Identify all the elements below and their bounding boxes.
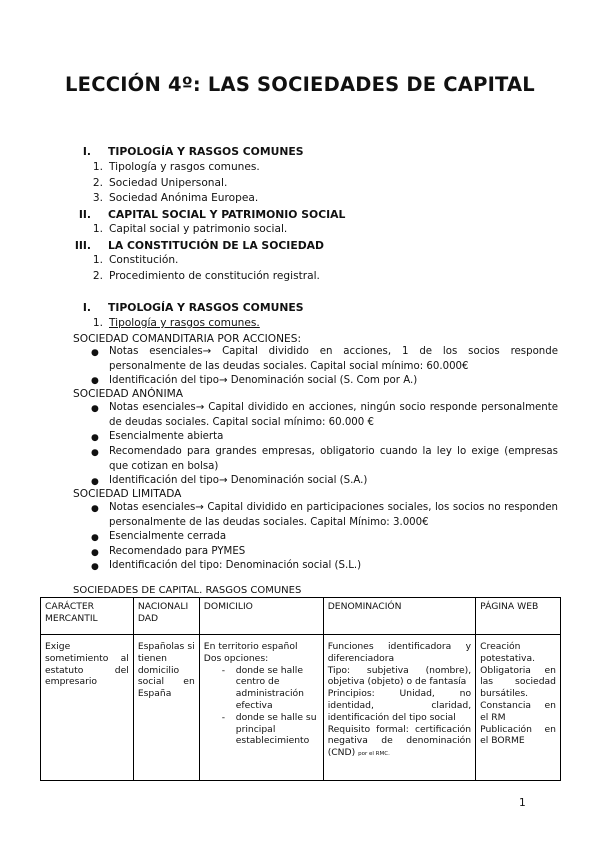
domicilio-option: - donde se halle su principal establecimiento xyxy=(222,712,319,747)
bullet-icon: ● xyxy=(91,348,99,358)
list-item: Notas esenciales→ Capital dividido en acciones, ningún socio responde personalmente de deudas sociales. Capital social mínimo: 60.000 € xyxy=(109,402,558,428)
domicilio-option: - donde se halle centro de administración efectiva xyxy=(222,665,319,712)
list-item: Identificación del tipo: Denominación social (S.L.) xyxy=(109,560,362,571)
toc-item: Procedimiento de constitución registral. xyxy=(109,270,320,282)
cell-domicilio xyxy=(199,635,323,781)
toc-heading: LA CONSTITUCIÓN DE LA SOCIEDAD xyxy=(108,239,324,252)
cell-web xyxy=(476,635,561,781)
toc-heading: TIPOLOGÍA Y RASGOS COMUNES xyxy=(108,145,304,158)
web-line: Creación potestativa. xyxy=(480,641,535,664)
domicilio-intro: En territorio español Dos opciones: xyxy=(203,641,298,664)
toc-numeral: III. xyxy=(74,239,91,252)
list-item: Recomendado para PYMES xyxy=(109,546,246,557)
page-number: 1 xyxy=(519,797,526,809)
page-title: LECCIÓN 4º: LAS SOCIEDADES DE CAPITAL xyxy=(65,73,535,96)
toc-item: Sociedad Anónima Europea. xyxy=(109,192,259,204)
toc-numeral: I. xyxy=(82,145,91,158)
bullet-icon: ● xyxy=(91,433,99,443)
web-line: Constancia en el RM xyxy=(480,699,556,723)
list-item: Notas esenciales→ Capital dividido en participaciones sociales, los socios no responden personalmente de las deudas sociales. Capital Mínimo: 3.000€ xyxy=(109,502,558,528)
toc-item-number: 3. xyxy=(92,192,103,204)
cell-caracter: Exige sometimiento al estatuto del empresario xyxy=(41,635,134,781)
bullet-icon: ● xyxy=(91,376,99,386)
toc-item: Sociedad Unipersonal. xyxy=(109,177,228,189)
list-item: Esencialmente cerrada xyxy=(109,531,227,542)
denominacion-line xyxy=(328,724,471,761)
bullet-icon: ● xyxy=(91,548,99,558)
web-line: Obligatoria en las sociedad bursátiles. xyxy=(480,664,556,700)
toc-item: Capital social y patrimonio social. xyxy=(109,223,288,235)
denominacion-line: Tipo: subjetiva (nombre), objetiva (objeto) o de fantasía xyxy=(327,664,472,688)
list-item: Esencialmente abierta xyxy=(109,431,224,442)
toc-heading: CAPITAL SOCIAL Y PATRIMONIO SOCIAL xyxy=(108,208,346,221)
section-numeral: I. xyxy=(82,301,91,314)
denominacion-line: Principios: Unidad, no identidad, claridad, identificación del tipo social xyxy=(327,688,472,723)
table-header: PÁGINA WEB xyxy=(476,598,561,635)
toc-numeral: II. xyxy=(78,208,91,221)
toc-item: Constitución. xyxy=(109,254,179,266)
list-item: Recomendado para grandes empresas, obligatorio cuando la ley lo exige (empresas que cotizan en bolsa) xyxy=(109,446,558,472)
denominacion-note: por el RMC. xyxy=(358,751,390,758)
toc-item-number: 1. xyxy=(92,223,103,235)
bullet-icon: ● xyxy=(91,562,99,572)
table-caption: SOCIEDADES DE CAPITAL. RASGOS COMUNES xyxy=(73,585,302,596)
toc-item: Tipología y rasgos comunes. xyxy=(109,161,260,173)
table-header: CARÁCTER MERCANTIL xyxy=(41,598,134,635)
toc-item-number: 2. xyxy=(92,270,103,282)
table-header: DOMICILIO xyxy=(199,598,323,635)
section-heading: TIPOLOGÍA Y RASGOS COMUNES xyxy=(108,301,304,314)
table-header: DENOMINACIÓN xyxy=(323,598,475,635)
cell-nacionalidad: Españolas si tienen domicilio social en España xyxy=(133,635,199,781)
toc-item-number: 2. xyxy=(92,177,103,189)
list-item: Notas esenciales→ Capital dividido en acciones, 1 de los socios responde personalmente de las deudas sociales. Capital social mínimo: 60.000€ xyxy=(109,346,558,372)
group-label: SOCIEDAD COMANDITARIA POR ACCIONES: xyxy=(73,333,302,345)
subsection-number: 1. xyxy=(92,317,103,329)
group-label: SOCIEDAD ANÓNIMA xyxy=(73,388,183,400)
list-item: Identificación del tipo→ Denominación social (S.A.) xyxy=(109,475,368,486)
denominacion-requisito: Requisito formal: certificación negativa de denominación (CND) xyxy=(327,723,472,759)
bullet-icon: ● xyxy=(91,448,99,458)
bullet-icon: ● xyxy=(91,533,99,543)
web-line: Publicación en el BORME xyxy=(480,723,556,747)
table-header-row xyxy=(41,598,561,635)
toc-item-number: 1. xyxy=(92,254,103,266)
table-row xyxy=(41,635,561,781)
rasgos-comunes-table xyxy=(40,597,561,781)
bullet-icon: ● xyxy=(91,504,99,514)
subsection-heading: Tipología y rasgos comunes. xyxy=(109,317,260,329)
cell-denominacion xyxy=(323,635,475,781)
toc-item-number: 1. xyxy=(92,161,103,173)
bullet-icon: ● xyxy=(91,477,99,487)
denominacion-line: Funciones identificadora y diferenciadora xyxy=(327,641,472,664)
table-header: NACIONALI DAD xyxy=(133,598,199,635)
group-label: SOCIEDAD LIMITADA xyxy=(73,488,182,500)
list-item: Identificación del tipo→ Denominación social (S. Com por A.) xyxy=(109,375,418,386)
bullet-icon: ● xyxy=(91,404,99,414)
